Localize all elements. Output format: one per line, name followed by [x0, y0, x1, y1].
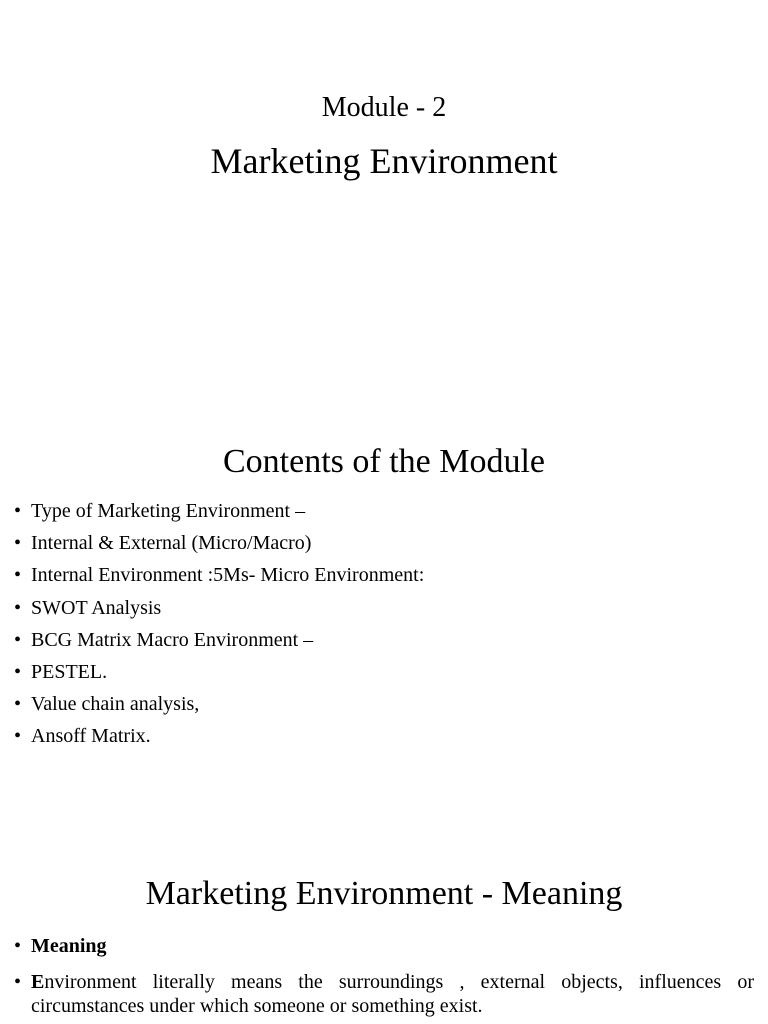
definition-initial: E	[31, 971, 45, 994]
bullet-icon: •	[14, 971, 22, 994]
list-item-text: Internal Environment :5Ms- Micro Environment:	[31, 564, 425, 587]
list-item-text: PESTEL.	[31, 661, 108, 684]
list-item	[14, 720, 754, 752]
bullet-icon: •	[14, 661, 22, 684]
definition-text: nvironment literally means the surroundings , external objects, influences or circumstances under which someone or something exist.	[31, 971, 754, 1018]
list-item-text: Value chain analysis,	[31, 693, 200, 716]
list-item-text: SWOT Analysis	[31, 596, 162, 619]
list-item	[14, 624, 754, 656]
contents-list	[14, 495, 754, 753]
list-item	[14, 495, 754, 527]
list-item	[14, 559, 754, 591]
meaning-list	[14, 930, 754, 1018]
contents-heading: Contents of the Module	[222, 443, 546, 480]
bullet-icon: •	[14, 564, 22, 587]
bullet-icon: •	[14, 532, 22, 555]
bullet-icon: •	[14, 725, 22, 748]
list-item	[14, 930, 754, 962]
list-item-text: BCG Matrix Macro Environment –	[31, 628, 314, 651]
list-item	[14, 527, 754, 559]
list-item	[14, 970, 754, 1018]
bullet-icon: •	[14, 596, 22, 619]
bullet-icon: •	[14, 628, 22, 651]
list-item	[14, 688, 754, 720]
list-item-text: Internal & External (Micro/Macro)	[31, 532, 312, 555]
list-item-text: Type of Marketing Environment –	[31, 500, 306, 522]
title-slide	[0, 0, 768, 400]
bullet-icon: •	[14, 935, 22, 957]
list-item	[14, 592, 754, 624]
meaning-slide	[0, 864, 768, 1024]
list-item	[14, 656, 754, 688]
meaning-label: Meaning	[31, 935, 107, 957]
meaning-heading: Marketing Environment - Meaning	[145, 875, 623, 912]
contents-slide	[0, 432, 768, 832]
module-label: Module - 2	[321, 92, 447, 123]
deck-title: Marketing Environment	[210, 141, 558, 181]
list-item-text: Ansoff Matrix.	[31, 725, 151, 748]
bullet-icon: •	[14, 693, 22, 716]
bullet-icon: •	[14, 500, 22, 522]
